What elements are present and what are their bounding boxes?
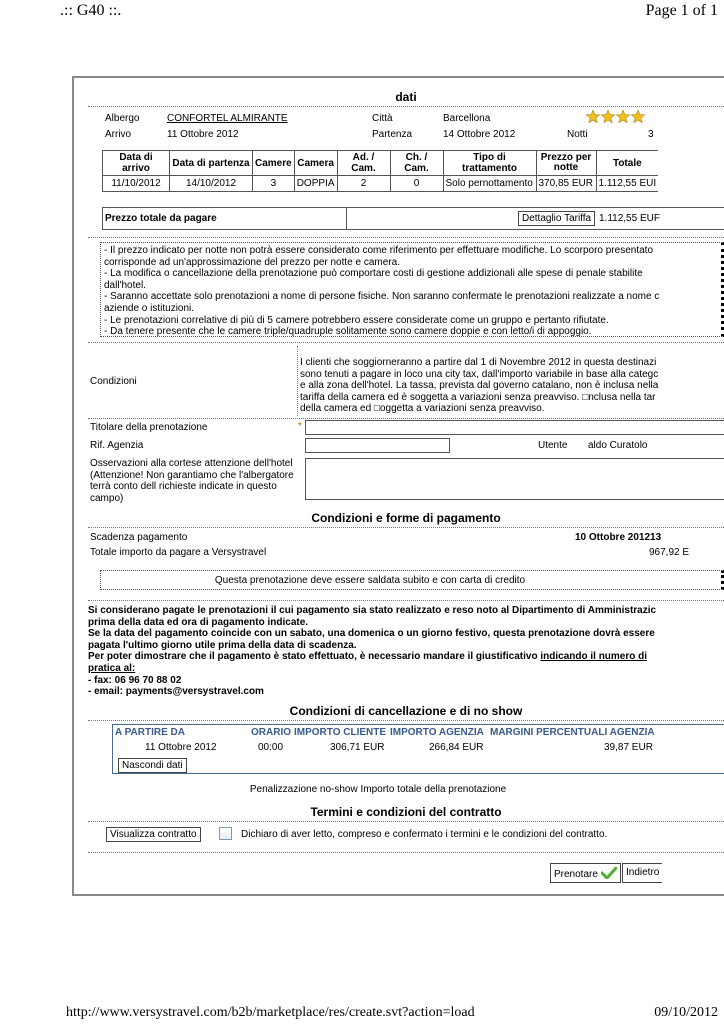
section-title-terms: Termini e condizioni del contratto bbox=[310, 805, 502, 819]
divider bbox=[88, 527, 724, 528]
agency-label: Rif. Agenzia bbox=[90, 440, 144, 451]
col-board: Tipo di trattamento bbox=[443, 151, 536, 176]
table-row bbox=[103, 176, 659, 192]
note-line: - Le prenotazioni correlative di più di 5 camere potrebbero essere considerate come un gruppo e pertanto rifiutate. bbox=[104, 314, 609, 326]
payment-email: - email: payments@versystravel.com bbox=[88, 686, 264, 698]
payment-rule-line: pratica al: bbox=[88, 662, 136, 674]
payment-total-value: 967,92 E bbox=[649, 547, 690, 558]
page-number: Page 1 of 1 bbox=[645, 2, 718, 19]
cancel-cell-client-amount: 306,71 EUR bbox=[330, 742, 385, 753]
page-url: http://www.versystravel.com/b2b/marketplace/res/create.svt?action=load bbox=[66, 1005, 475, 1020]
cell-total: 1.112,55 EUI bbox=[596, 176, 658, 192]
hotel-label: Albergo bbox=[105, 113, 140, 124]
payment-notice-text: Questa prenotazione deve essere saldata subito e con carta di credito bbox=[214, 575, 526, 586]
note-line: corrisponde ad un'approssimazione del prezzo per notte e camera. bbox=[104, 256, 400, 268]
note-line: - Saranno accettate solo prenotazioni a nome di persone fisiche. Non saranno confermate le prenotazioni realizzate a nome c bbox=[104, 291, 660, 303]
hide-data-button[interactable]: Nascondi dati bbox=[118, 758, 187, 773]
cancel-cell-agency-margin: 39,87 EUR bbox=[604, 742, 653, 753]
col-price-night: Prezzo per notte bbox=[536, 151, 596, 176]
payment-rule-line: pagata l'ultimo giorno utile prima della data di scadenza. bbox=[88, 639, 357, 651]
col-adults: Ad. / Cam. bbox=[337, 151, 390, 176]
note-line: - Il prezzo indicato per notte non potrà essere considerato come riferimento per effettuare modifiche. Lo scorporo presentato bbox=[104, 245, 654, 256]
note-line: dall'hotel. bbox=[104, 279, 146, 291]
departure-label: Partenza bbox=[372, 129, 413, 140]
booking-table bbox=[102, 150, 658, 192]
payment-rule-line: Si considerano pagate le prenotazioni il cui pagamento sia stato realizzato e reso noto al Dipartimento di Amministrazic bbox=[88, 605, 657, 616]
check-icon bbox=[601, 867, 617, 882]
col-arrival-date: Data di arrivo bbox=[103, 151, 170, 176]
condition-line: e alla zona dell'hotel. La tassa, prevista dal governo catalano, non è inclusa nella bbox=[300, 380, 659, 392]
payment-fax: - fax: 06 96 70 88 02 bbox=[88, 674, 182, 686]
holder-input[interactable] bbox=[305, 420, 724, 435]
col-departure-date: Data di partenza bbox=[170, 151, 253, 176]
star-icon bbox=[616, 110, 629, 123]
nights-value: 3 bbox=[648, 129, 654, 140]
cancel-col-time: ORARIO bbox=[251, 727, 291, 738]
cell-board: Solo pernottamento bbox=[443, 176, 536, 192]
remarks-label-line: (Attenzione! Non garantiamo che l'albergatore bbox=[90, 469, 294, 481]
star-icon bbox=[631, 110, 644, 123]
cancel-col-client-amount: IMPORTO CLIENTE bbox=[294, 727, 387, 738]
payment-rule-underline: indicando il numero di bbox=[540, 651, 648, 663]
city-value: Barcellona bbox=[443, 113, 491, 124]
section-title-payment: Condizioni e forme di pagamento bbox=[311, 511, 501, 525]
remarks-textarea[interactable] bbox=[305, 458, 724, 500]
condition-line: della camera ed □oggetta a variazioni senza preavviso. bbox=[300, 403, 545, 415]
book-button-label: Prenotare bbox=[554, 869, 598, 881]
rate-detail-button[interactable]: Dettaglio Tariffa bbox=[518, 211, 595, 226]
divider bbox=[88, 106, 724, 107]
divider bbox=[88, 418, 724, 419]
col-total: Totale bbox=[596, 151, 658, 176]
accept-terms-checkbox[interactable] bbox=[219, 827, 232, 840]
payment-rule-text: Per poter dimostrare che il pagamento è stato effettuato, è necessario mandare il giustificativo bbox=[88, 651, 538, 663]
divider bbox=[88, 852, 724, 853]
arrival-label: Arrivo bbox=[105, 129, 132, 140]
user-label: Utente bbox=[538, 440, 568, 451]
cancel-cell-from: 11 Ottobre 2012 bbox=[145, 742, 217, 753]
page-title: .:: G40 ::. bbox=[60, 2, 122, 19]
notes-text bbox=[104, 245, 724, 338]
cell-rooms: 3 bbox=[253, 176, 295, 192]
departure-value: 14 Ottobre 2012 bbox=[443, 129, 516, 140]
agency-input[interactable] bbox=[305, 438, 450, 453]
payment-rule-line: Se la data del pagamento coincide con un sabato, una domenica o un giorno festivo, questa prenotazione dovrà essere bbox=[88, 628, 655, 640]
cancellation-panel bbox=[112, 724, 724, 774]
payment-rules bbox=[88, 605, 724, 698]
star-icon bbox=[601, 110, 614, 123]
payment-total-label: Totale importo da pagare a Versystravel bbox=[90, 547, 267, 558]
accept-terms-text: Dichiaro di aver letto, compreso e confermato i termini e le condizioni del contratto. bbox=[241, 829, 608, 840]
col-room-type: Camera bbox=[294, 151, 337, 176]
cancel-col-from: A PARTIRE DA bbox=[115, 727, 185, 738]
table-header-row bbox=[103, 151, 659, 176]
divider bbox=[88, 342, 724, 343]
total-price-label: Prezzo totale da pagare bbox=[105, 213, 217, 224]
nights-label: Notti bbox=[567, 129, 588, 140]
conditions-text bbox=[300, 357, 724, 415]
remarks-label-line: terrà conto dell richieste indicate in questo bbox=[90, 481, 277, 493]
star-icon bbox=[586, 110, 599, 123]
section-title-cancellation: Condizioni di cancellazione e di no show bbox=[289, 704, 523, 718]
arrival-value: 11 Ottobre 2012 bbox=[167, 129, 239, 140]
hotel-name-link[interactable]: CONFORTEL ALMIRANTE bbox=[167, 113, 288, 124]
cell-children: 0 bbox=[390, 176, 443, 192]
col-rooms: Camere bbox=[253, 151, 295, 176]
cancel-cell-time: 00:00 bbox=[258, 742, 284, 753]
remarks-label-line: Osservazioni alla cortese attenzione dell'hotel bbox=[90, 458, 293, 469]
holder-label: Titolare della prenotazione bbox=[90, 422, 208, 433]
cancel-col-agency-amount: IMPORTO AGENZIA bbox=[390, 727, 484, 738]
print-date: 09/10/2012 bbox=[654, 1005, 718, 1020]
col-children: Ch. / Cam. bbox=[390, 151, 443, 176]
payment-rule-line bbox=[88, 651, 724, 663]
divider bbox=[346, 207, 347, 230]
remarks-label bbox=[90, 458, 294, 504]
note-line: aziende o istituzioni. bbox=[104, 302, 195, 314]
noshow-text: Penalizzazione no-show Importo totale della prenotazione bbox=[249, 784, 507, 795]
back-button[interactable]: Indietro bbox=[622, 863, 662, 883]
view-contract-button[interactable]: Visualizza contratto bbox=[106, 827, 201, 842]
divider bbox=[88, 821, 724, 822]
divider bbox=[88, 237, 724, 238]
city-label: Città bbox=[372, 113, 393, 124]
divider bbox=[297, 346, 298, 416]
cancel-cell-agency-amount: 266,84 EUR bbox=[429, 742, 484, 753]
payment-deadline-label: Scadenza pagamento bbox=[90, 532, 188, 543]
hotel-stars bbox=[586, 110, 646, 127]
total-price-value: 1.112,55 EUF bbox=[599, 213, 660, 224]
section-title-dati: dati bbox=[395, 90, 417, 104]
divider bbox=[88, 720, 724, 721]
divider bbox=[88, 600, 724, 601]
cell-departure: 14/10/2012 bbox=[170, 176, 253, 192]
condition-line: sono tenuti a pagare in loco una city tax, dall'importo variabile in base alla categc bbox=[300, 368, 659, 380]
cell-adults: 2 bbox=[337, 176, 390, 192]
cell-room-type: DOPPIA bbox=[294, 176, 337, 192]
condition-line: tariffa della camera ed è soggetta a variazioni senza preavviso. □nclusa nella tar bbox=[300, 391, 656, 403]
payment-rule-line: prima della data ed ora di pagamento indicate. bbox=[88, 616, 309, 628]
user-value: aldo Curatolo bbox=[588, 440, 648, 451]
note-line: - Da tenere presente che le camere triple/quadruple solitamente sono camere doppie e con letto/i di appoggio. bbox=[104, 326, 592, 338]
remarks-label-line: campo) bbox=[90, 492, 124, 504]
required-mark: * bbox=[298, 421, 302, 432]
condition-line: I clienti che soggiorneranno a partire dal 1 di Novembre 2012 in questa destinazi bbox=[300, 357, 657, 368]
conditions-label: Condizioni bbox=[90, 376, 137, 387]
note-line: - La modifica o cancellazione della prenotazione può comportare costi di gestione addizionali alle spese di penale stabilite bbox=[104, 268, 643, 280]
cell-price-night: 370,85 EUR bbox=[536, 176, 596, 192]
book-button[interactable] bbox=[550, 863, 621, 883]
cancel-col-agency-margin: MARGINI PERCENTUALI AGENZIA bbox=[490, 727, 655, 738]
payment-deadline-value: 10 Ottobre 201213 bbox=[575, 532, 662, 543]
cell-arrival: 11/10/2012 bbox=[103, 176, 170, 192]
